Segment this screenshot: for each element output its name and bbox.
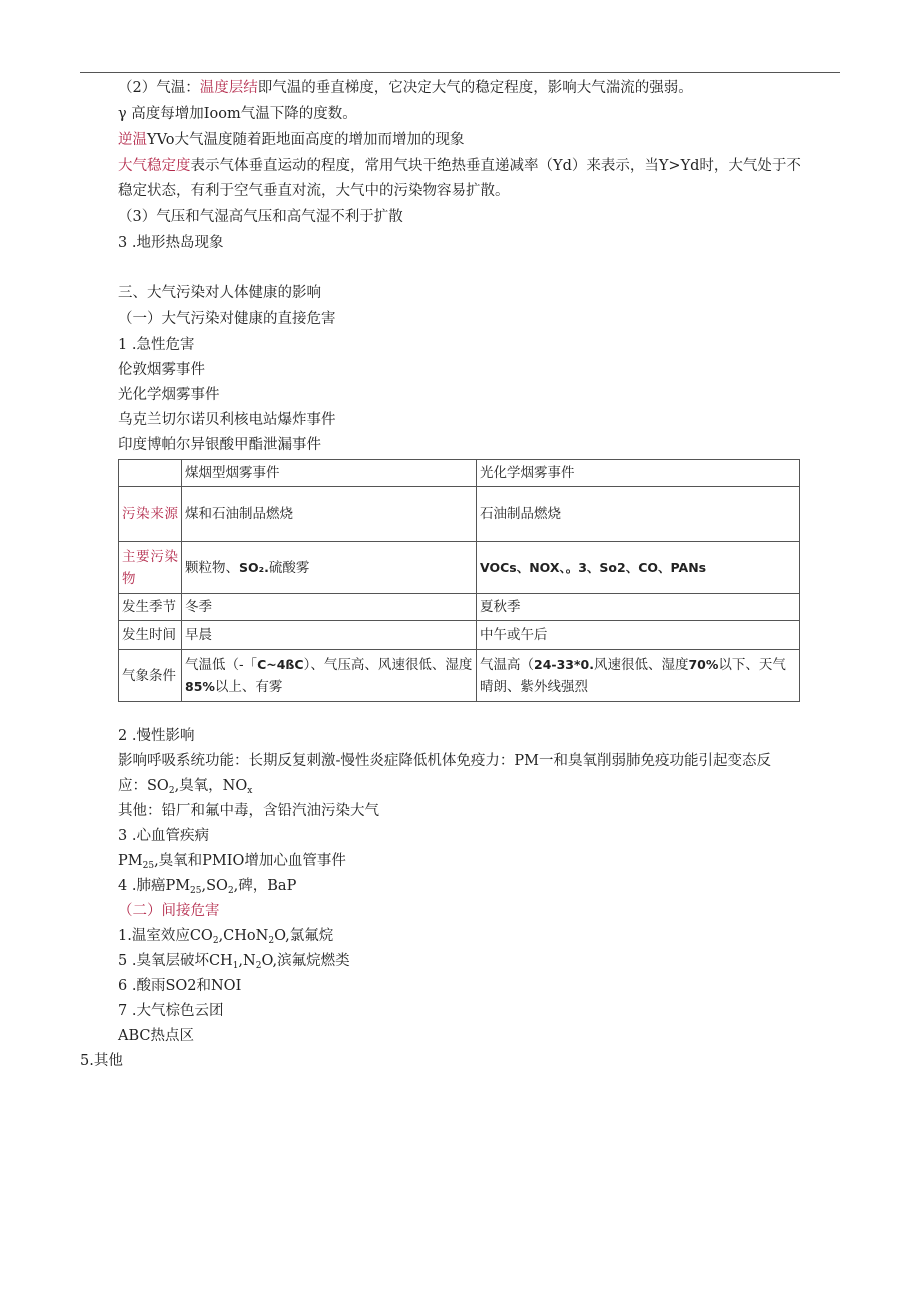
row-label: 污染来源	[119, 487, 182, 542]
other-line: 5.其他	[80, 1053, 123, 1069]
cardio-line: $PM_{25}$,臭氧和PMIO增加心血管事件	[118, 853, 346, 871]
row-label: 发生时间	[119, 621, 182, 650]
table-header-row	[119, 460, 800, 487]
chronic-other: 其他：铅厂和氟中毒，含铅汽油污染大气	[118, 803, 379, 819]
stability-line-2: 稳定状态，有利于空气垂直对流，大气中的污染物容易扩散。	[118, 183, 510, 199]
terrain-line: 3 .地形热岛现象	[118, 235, 224, 251]
row-label: 主要污染物	[119, 542, 182, 594]
table-cell: 中午或午后	[477, 621, 800, 650]
section-title: 三、大气污染对人体健康的影响	[118, 285, 321, 301]
stability-line: 大气稳定度表示气体垂直运动的程度，常用气块干绝热垂直递减率（Yd）来表示，当Y>Yd时，大气处于不	[118, 158, 801, 174]
event-item: 光化学烟雾事件	[118, 387, 220, 403]
table-cell: VOCs、NOX、。3、So2、CO、PANs	[477, 542, 800, 594]
acute-heading: 1 .急性危害	[118, 337, 195, 353]
indirect-heading: （二）间接危害	[118, 903, 220, 919]
table-cell: 颗粒物、SO₂.硫酸雾	[182, 542, 477, 594]
header-rule	[80, 72, 840, 73]
ozone-line: 5 .臭氧层破坏$CH_1,N_2O$,滨氟烷燃类	[118, 953, 350, 971]
highlight-term: 温度层结	[199, 80, 258, 96]
table-row	[119, 542, 800, 594]
header-cell	[119, 460, 182, 487]
event-item: 伦敦烟雾事件	[118, 362, 205, 378]
table-row	[119, 650, 800, 702]
chronic-heading: 2 .慢性影响	[118, 728, 195, 744]
pressure-line: （3）气压和气湿高气压和高气湿不利于扩散	[118, 209, 403, 225]
smog-comparison-table	[118, 459, 800, 702]
table-row	[119, 621, 800, 650]
row-label: 发生季节	[119, 594, 182, 621]
chronic-respiratory: 影响呼吸系统功能：长期反复刺激-慢性炎症降低机体免疫力：PM一和臭氧削弱肺免疫功能引起变态反	[118, 753, 771, 769]
table-cell: 早晨	[182, 621, 477, 650]
chronic-respiratory-2: 应：$SO_2$,臭氧，$NO_x$	[118, 778, 253, 796]
lung-cancer-line: 4 .肺癌$PM_{25},SO_2$,碑，BaP	[118, 878, 297, 896]
inversion-line: 逆温YVo大气温度随着距地面高度的增加而增加的现象	[118, 132, 465, 148]
highlight-term: 大气稳定度	[118, 158, 191, 174]
greenhouse-line: 1.温室效应$CO_2,CHoN_2O$,氯氟烷	[118, 928, 334, 946]
table-cell: 煤和石油制品燃烧	[182, 487, 477, 542]
table-row	[119, 594, 800, 621]
cardio-heading: 3 .心血管疾病	[118, 828, 209, 844]
table-cell: 气温高（24-33*0.风速很低、湿度70%以下、天气晴朗、紫外线强烈	[477, 650, 800, 702]
gamma-line: γ 高度每增加Ioom气温下降的度数。	[118, 106, 357, 122]
event-item: 乌克兰切尔诺贝利核电站爆炸事件	[118, 412, 336, 428]
row-label: 气象条件	[119, 650, 182, 702]
table-cell: 气温低（-「C~4ßC）、气压高、风速很低、湿度85%以上、有雾	[182, 650, 477, 702]
table-cell: 石油制品燃烧	[477, 487, 800, 542]
event-item: 印度博帕尔异银酸甲酯泄漏事件	[118, 437, 321, 453]
highlight-term: 逆温	[118, 132, 147, 148]
table-cell: 夏秋季	[477, 594, 800, 621]
abc-line: ABC热点区	[118, 1028, 194, 1044]
table-row	[119, 487, 800, 542]
table-cell: 冬季	[182, 594, 477, 621]
header-cell: 光化学烟雾事件	[477, 460, 800, 487]
header-cell: 煤烟型烟雾事件	[182, 460, 477, 487]
temperature-line: （2）气温：温度层结即气温的垂直梯度，它决定大气的稳定程度，影响大气湍流的强弱。	[118, 80, 693, 96]
subsection-direct: （一）大气污染对健康的直接危害	[118, 311, 336, 327]
brown-cloud-line: 7 .大气棕色云团	[118, 1003, 224, 1019]
acid-rain-line: 6 .酸雨SO2和NOI	[118, 978, 242, 994]
